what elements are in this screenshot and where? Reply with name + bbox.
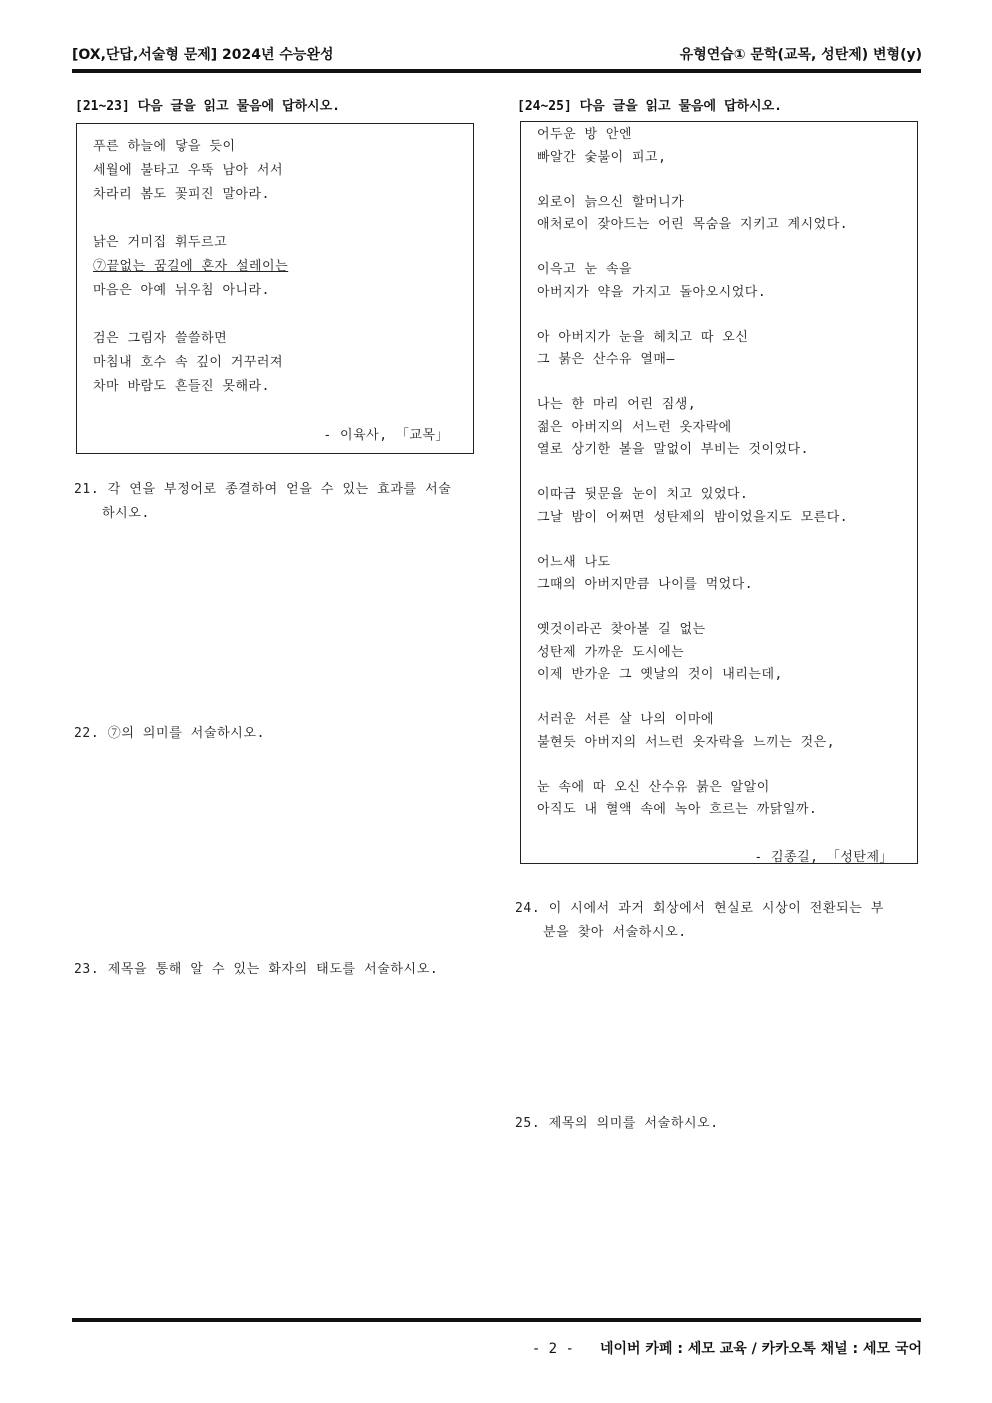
poem-line: 그날 밤이 어쩌면 성탄제의 밤이었을지도 모른다. xyxy=(537,509,849,525)
question-text-cont: 분을 찾아 서술하시오. xyxy=(543,925,687,940)
poem-line: 젊은 아버지의 서느런 옷자락에 xyxy=(537,419,732,435)
poem-line: 어두운 방 안엔 xyxy=(537,127,633,142)
poem-line: 검은 그림자 쓸쓸하면 xyxy=(93,331,228,346)
question-text-cont: 하시오. xyxy=(102,506,150,521)
poem-line: 옛것이라곤 찾아볼 길 없는 xyxy=(537,622,706,637)
poem-line: 푸른 하늘에 닿을 듯이 xyxy=(93,139,236,154)
poem-line: 어느새 나도 xyxy=(537,554,611,570)
poem-line: 이제 반가운 그 옛날의 것이 내리는데, xyxy=(537,667,783,682)
poem-line: 그 붉은 산수유 열매— xyxy=(537,352,675,367)
poem-line: 그때의 아버지만큼 나이를 먹었다. xyxy=(537,577,754,592)
question-text: ⑦의 의미를 서술하시오. xyxy=(107,726,266,741)
poem-line: ⑦끝없는 꿈길에 혼자 설레이는 xyxy=(93,259,289,274)
question-number: 22. xyxy=(74,726,100,741)
question-text: 이 시에서 과거 회상에서 현실로 시상이 전환되는 부 xyxy=(548,901,885,916)
poem-line: 아직도 내 혈액 속에 녹아 흐르는 까닭일까. xyxy=(537,802,818,817)
poem-line: 성탄제 가까운 도시에는 xyxy=(537,644,685,660)
footer-text: 네이버 카페 : 세모 교육 / 카카오톡 채널 : 세모 국어 xyxy=(599,1341,922,1357)
poem-line: 아 아버지가 눈을 헤치고 따 오신 xyxy=(537,329,749,345)
question-21 xyxy=(74,478,484,526)
page-number: - 2 - xyxy=(531,1341,574,1357)
poem-line: 차마 바람도 흔들진 못해라. xyxy=(93,379,270,394)
footer-rule xyxy=(72,1318,921,1322)
poem-line: 빠알간 숯불이 피고, xyxy=(537,149,667,165)
poem-line: 차라리 봄도 꽃피진 말아라. xyxy=(93,187,270,202)
question-text: 제목을 통해 알 수 있는 화자의 태도를 서술하시오. xyxy=(107,962,439,977)
poem-box-gyomok xyxy=(76,123,474,454)
poem-line: 마침내 호수 속 깊이 거꾸러져 xyxy=(93,355,284,370)
poem-attribution: - 이육사, 「교목」 xyxy=(323,428,449,443)
poem-line: 열로 상기한 볼을 말없이 부비는 것이었다. xyxy=(537,442,809,457)
poem-line: 눈 속에 따 오신 산수유 붉은 알알이 xyxy=(537,779,770,795)
header-title-right: 유형연습① 문학(교목, 성탄제) 변형(y) xyxy=(679,47,922,63)
poem-line: 서러운 서른 살 나의 이마에 xyxy=(537,712,714,727)
poem-attribution: - 김종길, 「성탄제」 xyxy=(754,850,893,865)
poem-line: 이윽고 눈 속을 xyxy=(537,262,633,277)
question-number: 21. xyxy=(74,482,100,497)
poem-line: 외로이 늙으신 할머니가 xyxy=(537,194,685,210)
poem-box-seongtanje xyxy=(520,121,918,864)
header-title-left: [OX,단답,서술형 문제] 2024년 수능완성 xyxy=(72,47,334,63)
poem-line: 불현듯 아버지의 서느런 옷자락을 느끼는 것은, xyxy=(537,734,836,750)
poem-line: 애처로이 잦아드는 어린 목숨을 지키고 계시었다. xyxy=(537,217,849,232)
question-text: 각 연을 부정어로 종결하여 얻을 수 있는 효과를 서술 xyxy=(107,482,452,497)
question-25 xyxy=(515,1112,925,1136)
footer xyxy=(532,1338,922,1358)
poem-line: 마음은 아예 뉘우침 아니라. xyxy=(93,283,270,298)
question-24 xyxy=(515,897,925,945)
question-text: 제목의 의미를 서술하시오. xyxy=(548,1116,719,1131)
question-23 xyxy=(74,958,494,982)
poem-line: 이따금 뒷문을 눈이 치고 있었다. xyxy=(537,487,749,502)
left-section-title: [21~23] 다음 글을 읽고 물음에 답하시오. xyxy=(75,99,341,114)
question-number: 24. xyxy=(515,901,541,916)
question-number: 25. xyxy=(515,1116,541,1131)
poem-line: 아버지가 약을 가지고 돌아오시었다. xyxy=(537,284,767,300)
question-number: 23. xyxy=(74,962,100,977)
poem-line: 낡은 거미집 휘두르고 xyxy=(93,235,228,250)
right-section-title: [24~25] 다음 글을 읽고 물음에 답하시오. xyxy=(517,99,783,114)
header-rule xyxy=(72,69,921,73)
poem-line: 세월에 불타고 우뚝 남아 서서 xyxy=(93,163,284,178)
poem-line: 나는 한 마리 어린 짐생, xyxy=(537,397,697,412)
question-22 xyxy=(74,722,484,746)
